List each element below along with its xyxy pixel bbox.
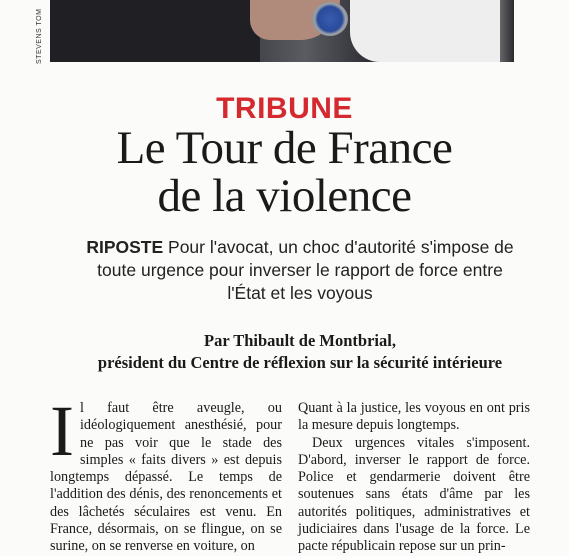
photo-sleeve	[50, 0, 260, 62]
standfirst-lead: RIPOSTE	[86, 237, 164, 257]
body-column-1	[50, 391, 282, 556]
headline	[0, 124, 569, 220]
watch-icon	[312, 2, 348, 36]
header-photo	[50, 0, 514, 62]
body-paragraph: Deux urgences vitales s'imposent. D'abord, inverser le rapport de force. Police et gendarmerie doivent être soutenues sans états d'âme par les autorités politiques, administratives et judiciaires dans l'usage de la force. Le pacte républicain repose sur un prin-	[298, 434, 530, 555]
drop-cap: I	[50, 391, 74, 471]
byline-author: Par Thibault de Montbrial,	[204, 331, 396, 350]
byline-title: président du Centre de réflexion sur la sécurité intérieure	[97, 353, 503, 372]
standfirst	[80, 236, 520, 305]
standfirst-text: Pour l'avocat, un choc d'autorité s'impose de toute urgence pour inverser le rapport de force entre l'État et les voyous	[97, 237, 514, 303]
body-paragraph: l faut être aveugle, ou idéologiquement anesthésié, pour ne pas voir que le stade des simples « faits divers » est depuis longtemps dépassé. Le temps de l'addition des dénis, des renoncements et des lâchetés séculaires est venu. En France, désormais, on se flingue, on se surine, on se renverse en voiture, on	[50, 400, 282, 555]
byline	[60, 330, 540, 374]
section-kicker: TRIBUNE	[216, 92, 353, 125]
headline-line-1: Le Tour de France	[116, 122, 453, 174]
body-paragraph: Quant à la justice, les voyous en ont pris la mesure depuis longtemps.	[298, 400, 530, 434]
body-column-2	[298, 400, 530, 556]
photo-credit: STEVENS TOM	[36, 8, 43, 64]
photo-shirt-cuff	[350, 0, 500, 62]
headline-line-2: de la violence	[157, 170, 412, 222]
